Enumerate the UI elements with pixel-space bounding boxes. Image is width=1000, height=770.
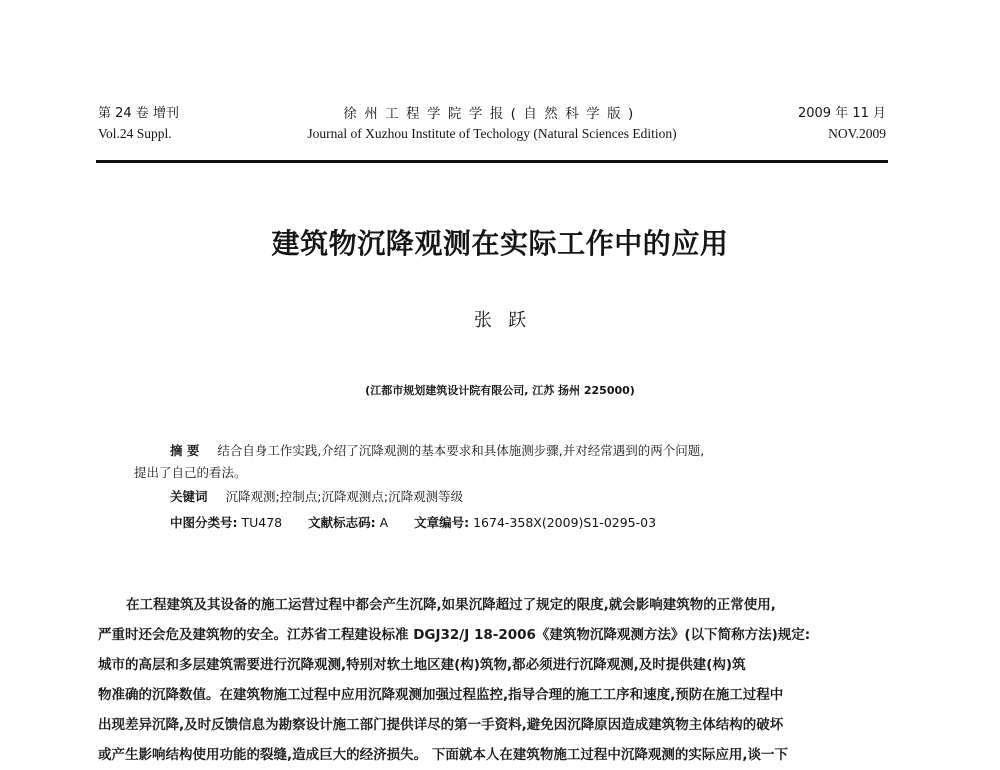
header-rule <box>96 160 888 163</box>
body-line: 出现差异沉降,及时反馈信息为勘察设计施工部门提供详尽的第一手资料,避免因沉降原因造成建筑物主体结构的破坏 <box>98 717 784 733</box>
abstract-label: 摘 要 <box>170 443 200 458</box>
date-cn: 2009 年 11 月 <box>797 106 886 121</box>
body-line: 城市的高层和多层建筑需要进行沉降观测,特别对软土地区建(构)筑物,都必须进行沉降观测,及时提供建(构)筑 <box>98 657 746 673</box>
article-title: 建筑物沉降观测在实际工作中的应用 <box>271 227 729 260</box>
body-line: 物准确的沉降数值。在建筑物施工过程中应用沉降观测加强过程监控,指导合理的施工工序和速度,预防在施工过程中 <box>98 687 784 703</box>
article-author: 张跃 <box>473 310 543 331</box>
article-no-label: 文章编号: <box>414 515 470 530</box>
journal-info <box>98 104 886 144</box>
abstract-line-2 <box>134 462 894 484</box>
author-affiliation: (江都市规划建筑设计院有限公司, 江苏 扬州 225000) <box>365 384 635 397</box>
abstract-text-1: 结合自身工作实践,介绍了沉降观测的基本要求和具体施测步骤,并对经常遇到的两个问题, <box>217 443 705 458</box>
abstract-text-2: 提出了自己的看法。 <box>134 465 247 480</box>
doc-code-label: 文献标志码: <box>308 515 376 530</box>
clc-label: 中图分类号: <box>170 515 238 530</box>
body-line: 严重时还会危及建筑物的安全。江苏省工程建设标准 DGJ32/J 18-2006《建筑物沉降观测方法》(以下简称方法)规定: <box>98 627 811 643</box>
body-line: 或产生影响结构使用功能的裂缝,造成巨大的经济损失。 下面就本人在建筑物施工过程中沉降观测的实际应用,谈一下 <box>98 747 788 763</box>
body-line: 在工程建筑及其设备的施工运营过程中都会产生沉降,如果沉降超过了规定的限度,就会影响建筑物的正常使用, <box>126 597 776 613</box>
keywords-label: 关键词 <box>170 489 208 504</box>
keywords-line <box>170 486 930 508</box>
keywords-text: 沉降观测;控制点;沉降观测点;沉降观测等级 <box>225 489 464 504</box>
running-header <box>98 104 886 148</box>
doc-code-value: A <box>379 515 389 530</box>
classification-line <box>170 512 890 534</box>
abstract-line-1 <box>170 440 890 462</box>
article-no-value: 1674-358X(2009)S1-0295-03 <box>473 515 657 530</box>
volume-cn: 第 24 卷 增刊 <box>98 106 179 121</box>
volume-en: Vol.24 Suppl. <box>98 126 172 141</box>
clc-value: TU478 <box>241 515 283 530</box>
date-en: NOV.2009 <box>828 126 886 141</box>
journal-en: Journal of Xuzhou Institute of Techology (Natural Sciences Edition) <box>307 126 677 141</box>
date-info <box>798 104 886 144</box>
journal-cn: 徐州工程学院学报(自然科学版) <box>343 106 641 122</box>
